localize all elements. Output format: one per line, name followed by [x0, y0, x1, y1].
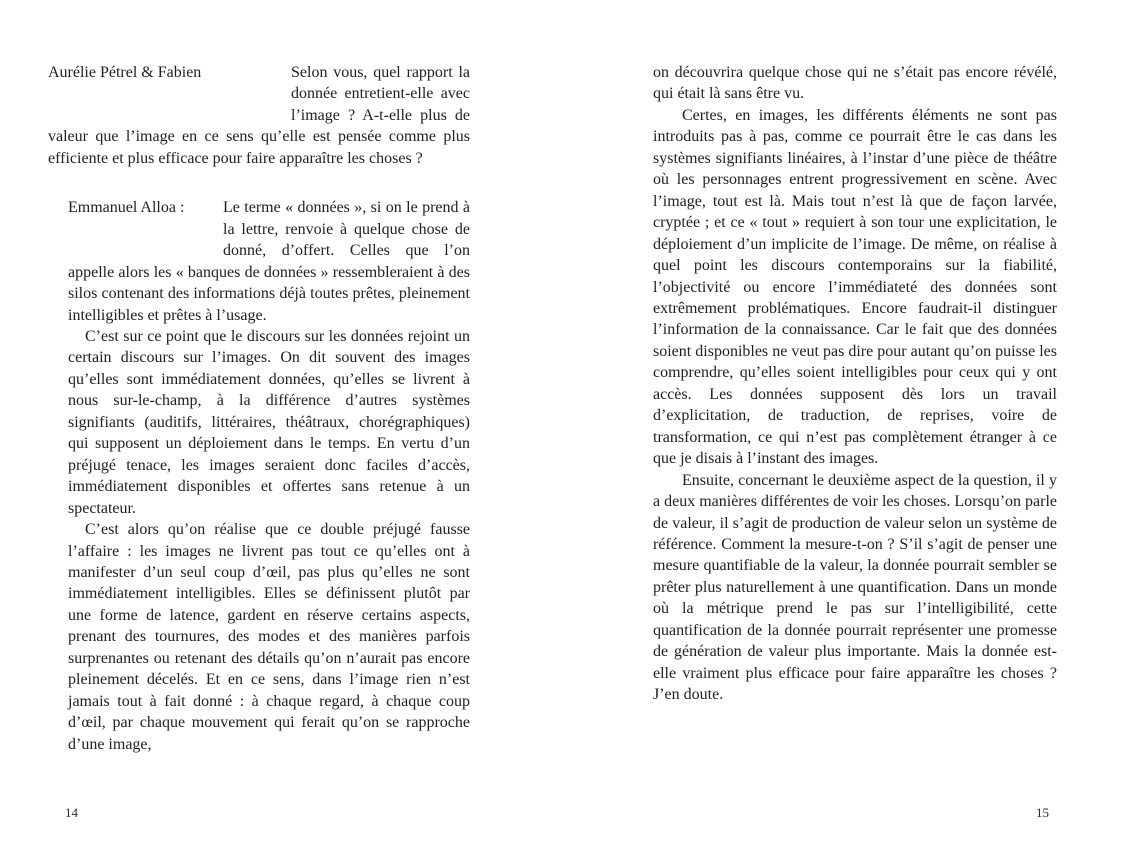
- body-paragraph-3: Ensuite, concernant le deuxième aspect de la question, il y a deux manières différentes de voir les choses. Lorsqu’on parle de valeur, il s’agit de production de valeur selon un système de référence. Comment la mesure-t-on ? S’il s’agit de penser une mesure quantifiable de la valeur, la donnée pourrait sembler se prêter plus naturellement à une quantification. Dans un monde où la métrique prend le pas sur l’intelligibilité, cette quantification de la donnée pourrait représenter une promesse de génération de valeur plus importante. Mais la donnée est-elle vraiment plus efficace pour faire apparaître les choses ? J’en doute.: [653, 471, 1058, 704]
- answer-speaker: Emmanuel Alloa :: [68, 199, 185, 217]
- question-text: Selon vous, quel rapport la donnée entretient-elle avec l’image ? A-t-elle plus de valeur que l’image en ce sens qu’elle est pensée comme plus efficiente et plus efficace pour faire apparaître les choses ?: [48, 64, 470, 167]
- page-number-right: 15: [1036, 805, 1049, 820]
- page-left: [48, 62, 470, 755]
- body-paragraph-1: on découvrira quelque chose qui ne s’était pas encore révélé, qui était là sans être vu.: [653, 64, 1057, 103]
- answer-paragraph-1-text: Le terme « données », si on le prend à la lettre, renvoie à quelque chose de donné, d’offert. Celles que l’on appelle alors les « banques de données » ressembleraient à des silos contenant des informations déjà toutes prêtes, pleinement intelligibles et prêtes à l’usage.: [68, 199, 470, 324]
- answer-paragraph-2: C’est sur ce point que le discours sur les données rejoint un certain discours sur l’images. On dit souvent des images qu’elles sont immédiatement données, qu’elles se livrent à nous sur-le-champ, à la différence d’autres systèmes signifiants (auditifs, littéraires, théâtraux, chorégraphiques) qui supposent un déploiement dans le temps. En vertu d’un préjugé tenace, les images seraient donc faciles d’accès, immédiatement disponibles et offertes sans retenue à un spectateur.: [68, 327, 470, 517]
- question-speaker: Aurélie Pétrel & Fabien: [48, 64, 202, 81]
- page-number-left: 14: [65, 805, 78, 820]
- question-paragraph: [48, 62, 470, 169]
- page-right: [653, 62, 1057, 706]
- answer-paragraph-1: [68, 197, 470, 326]
- answer-block: [68, 197, 470, 755]
- body-paragraph-2: Certes, en images, les différents éléments ne sont pas introduits pas à pas, comme ce pourrait être le cas dans les systèmes signifiants linéaires, à l’instar d’une pièce de théâtre où les personnages entrent progressivement en scène. Avec l’image, tout est là. Mais tout n’est là que de façon larvée, cryptée ; et ce « tout » requiert à son tour une explicitation, le déploiement d’un implicite de l’image. De même, on réalise à quel point les discours contemporains sur la fiabilité, l’objectivité ou encore l’immédiateté des données sont extrêmement problématiques. Encore faudrait-il distinguer l’information de la connaissance. Car le fait que des données soient disponibles ne veut pas dire pour autant qu’on puisse les comprendre, qu’elles soient intelligibles pour ceux qui y ont accès. Les données supposent dès lors un travail d’explicitation, de traduction, de reprises, voire de transformation, ce qui n’est pas complètement étranger à ce que je disais à l’instant des images.: [653, 106, 1057, 468]
- answer-paragraph-3: C’est alors qu’on réalise que ce double préjugé fausse l’affaire : les images ne livrent pas tout ce qu’elles ont à manifester d’un seul coup d’œil, pas plus qu’elles ne sont immédiatement intelligibles. Elles se définissent plutôt par une forme de latence, gardent en réserve certains aspects, prenant des tournures, des modes et des manières parfois surprenantes ou retenant des détails qu’on n’aurait pas encore pleinement décelés. Et en ce sens, dans l’image rien n’est jamais tout à fait donné : à chaque regard, à chaque coup d’œil, par chaque mouvement qui ferait qu’on se rapproche d’une image,: [68, 521, 470, 753]
